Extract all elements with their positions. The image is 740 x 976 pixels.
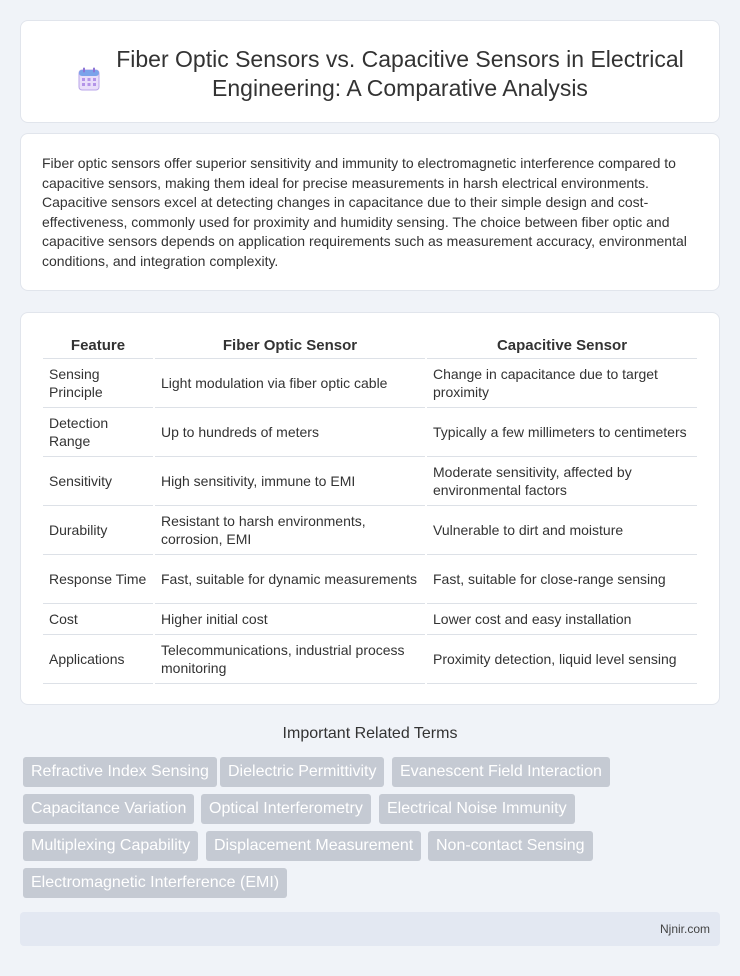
table-row <box>43 457 697 506</box>
header-feature: Feature <box>43 333 153 359</box>
footer <box>20 912 720 946</box>
summary-paragraph: Fiber optic sensors offer superior sensitivity and immunity to electromagnetic interference compared to capacitive sensors, making them ideal for precise measurements in harsh electrical environments. Capacitive sensors excel at detecting changes in capacitance due to their simple design and cost-effectiveness, commonly used for proximity and humidity sensing. The choice between fiber optic and capacitive sensors depends on application requirements such as measurement accuracy, environmental conditions, and integration complexity. <box>42 155 687 269</box>
table-row <box>43 604 697 635</box>
related-term-tag[interactable]: Multiplexing Capability <box>23 831 198 861</box>
related-terms-heading: Important Related Terms <box>282 725 458 742</box>
table-row <box>43 506 697 555</box>
table-row <box>43 359 697 408</box>
cell-capacitive: Typically a few millimeters to centimeters <box>427 408 697 457</box>
cell-fiber-optic: Light modulation via fiber optic cable <box>155 359 425 408</box>
header-capacitive: Capacitive Sensor <box>427 333 697 359</box>
cell-feature: Cost <box>43 604 153 635</box>
cell-fiber-optic: Up to hundreds of meters <box>155 408 425 457</box>
cell-feature: Response Time <box>43 555 153 604</box>
cell-capacitive: Fast, suitable for close-range sensing <box>427 555 697 604</box>
cell-capacitive: Lower cost and easy installation <box>427 604 697 635</box>
header-fiber-optic: Fiber Optic Sensor <box>155 333 425 359</box>
table-row <box>43 555 697 604</box>
related-term-tag[interactable]: Dielectric Permittivity <box>220 757 384 787</box>
related-term-tag[interactable]: Capacitance Variation <box>23 794 194 824</box>
cell-feature: Durability <box>43 506 153 555</box>
footer-site-link[interactable]: Njnir.com <box>659 922 710 936</box>
summary-card <box>20 133 720 291</box>
title-card <box>20 20 720 123</box>
table-row <box>43 408 697 457</box>
cell-capacitive: Vulnerable to dirt and moisture <box>427 506 697 555</box>
cell-capacitive: Change in capacitance due to target proximity <box>427 359 697 408</box>
cell-fiber-optic: Telecommunications, industrial process monitoring <box>155 635 425 684</box>
related-term-tag[interactable]: Non-contact Sensing <box>428 831 593 861</box>
cell-fiber-optic: Higher initial cost <box>155 604 425 635</box>
related-term-tag[interactable]: Refractive Index Sensing <box>23 757 217 787</box>
cell-feature: Detection Range <box>43 408 153 457</box>
cell-fiber-optic: High sensitivity, immune to EMI <box>155 457 425 506</box>
comparison-table-card <box>20 312 720 705</box>
cell-capacitive: Proximity detection, liquid level sensing <box>427 635 697 684</box>
related-term-tag[interactable]: Optical Interferometry <box>201 794 371 824</box>
comparison-table <box>41 333 699 684</box>
table-row <box>43 635 697 684</box>
cell-fiber-optic: Resistant to harsh environments, corrosion, EMI <box>155 506 425 555</box>
related-term-tag[interactable]: Electromagnetic Interference (EMI) <box>23 868 287 898</box>
table-header-row <box>43 333 697 359</box>
cell-feature: Sensitivity <box>43 457 153 506</box>
calendar-grid-icon <box>78 67 100 91</box>
cell-fiber-optic: Fast, suitable for dynamic measurements <box>155 555 425 604</box>
page-title: Fiber Optic Sensors vs. Capacitive Sensors in Electrical Engineering: A Comparative Analysis <box>116 46 684 101</box>
related-term-tag[interactable]: Displacement Measurement <box>206 831 421 861</box>
cell-feature: Applications <box>43 635 153 684</box>
cell-capacitive: Moderate sensitivity, affected by environmental factors <box>427 457 697 506</box>
related-term-tag[interactable]: Evanescent Field Interaction <box>392 757 610 787</box>
related-term-tag[interactable]: Electrical Noise Immunity <box>379 794 575 824</box>
cell-feature: Sensing Principle <box>43 359 153 408</box>
